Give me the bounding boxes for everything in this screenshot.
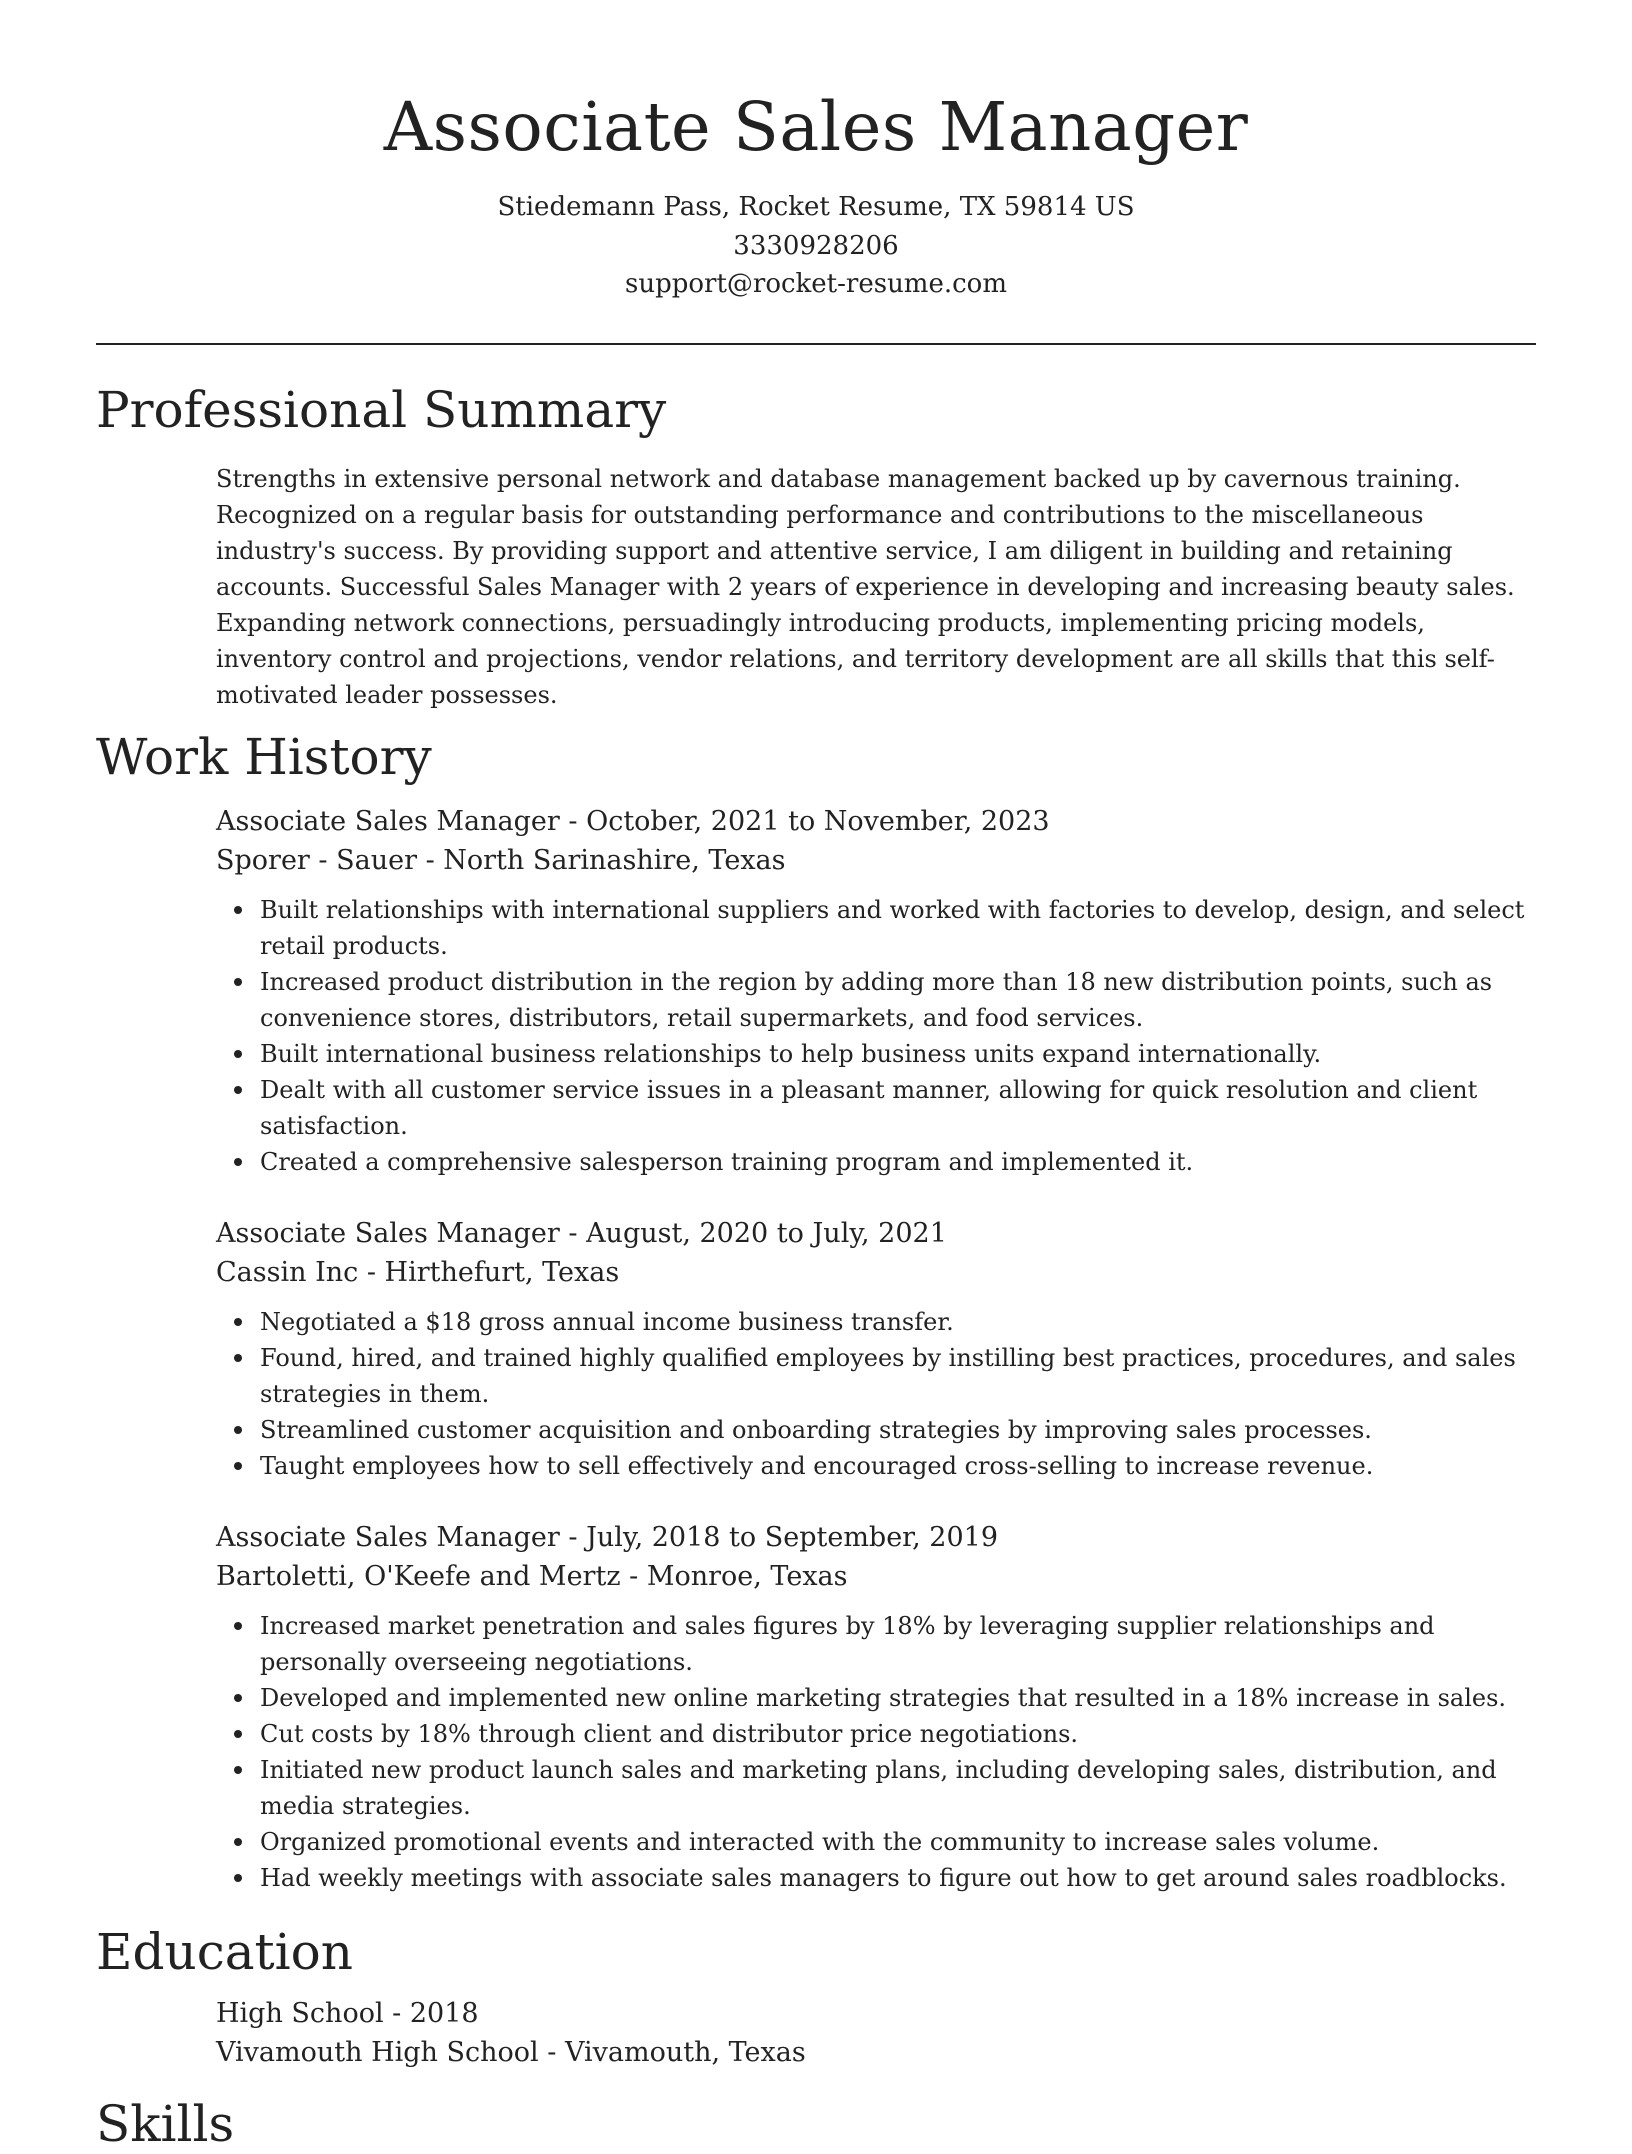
list-item: Dealt with all customer service issues in a pleasant manner, allowing for quick resolution and client satisfaction. [260, 1072, 1536, 1144]
list-item: Negotiated a $18 gross annual income business transfer. [260, 1304, 1536, 1340]
job-bullets [216, 1304, 1536, 1484]
job-bullets [216, 1608, 1536, 1896]
candidate-name: Associate Sales Manager [383, 88, 1249, 166]
list-item: Had weekly meetings with associate sales managers to figure out how to get around sales roadblocks. [260, 1860, 1536, 1896]
header-divider [96, 343, 1536, 345]
job-company: Sporer - Sauer - North Sarinashire, Texas [216, 844, 786, 876]
section-title-work-history: Work History [96, 727, 432, 786]
list-item: Increased market penetration and sales figures by 18% by leveraging supplier relationships and personally overseeing negotiations. [260, 1608, 1536, 1680]
contact-info [96, 188, 1536, 304]
section-title-skills: Skills [96, 2094, 235, 2153]
list-item: Built international business relationships to help business units expand internationally. [260, 1036, 1536, 1072]
list-item: Organized promotional events and interacted with the community to increase sales volume. [260, 1824, 1536, 1860]
list-item: Increased product distribution in the region by adding more than 18 new distribution points, such as convenience stores, distributors, retail supermarkets, and food services. [260, 964, 1536, 1036]
job-company: Bartoletti, O'Keefe and Mertz - Monroe, Texas [216, 1560, 848, 1592]
list-item: Built relationships with international suppliers and worked with factories to develop, design, and select retail products. [260, 892, 1536, 964]
job-bullets [216, 892, 1536, 1180]
education-entry [216, 1994, 1536, 2072]
job-entry [216, 1214, 1536, 1484]
address: Stiedemann Pass, Rocket Resume, TX 59814 US [497, 192, 1135, 222]
list-item: Developed and implemented new online marketing strategies that resulted in a 18% increase in sales. [260, 1680, 1536, 1716]
list-item: Initiated new product launch sales and marketing plans, including developing sales, distribution, and media strategies. [260, 1752, 1536, 1824]
list-item: Cut costs by 18% through client and distributor price negotiations. [260, 1716, 1536, 1752]
job-heading: Associate Sales Manager - July, 2018 to September, 2019 [216, 1521, 998, 1553]
education-degree: High School - 2018 [216, 1997, 479, 2029]
job-entry [216, 802, 1536, 1180]
summary-text: Strengths in extensive personal network and database management backed up by cavernous training. Recognized on a regular basis for outstanding performance and contributions to the miscellaneous industry's success. By providing support and attentive service, I am diligent in building and retaining accounts. Successful Sales Manager with 2 years of experience in developing and increasing beauty sales. Expanding network connections, persuadingly introducing products, implementing pricing models, inventory control and projections, vendor relations, and territory development are all skills that this self-motivated leader possesses. [216, 464, 1515, 709]
phone: 3330928206 [733, 230, 899, 261]
education-school: Vivamouth High School - Vivamouth, Texas [216, 2036, 806, 2068]
resume-header [96, 0, 1536, 304]
email: support@rocket-resume.com [624, 269, 1007, 299]
section-title-education: Education [96, 1922, 353, 1981]
section-title-summary: Professional Summary [96, 380, 667, 439]
list-item: Streamlined customer acquisition and onboarding strategies by improving sales processes. [260, 1412, 1536, 1448]
job-company: Cassin Inc - Hirthefurt, Texas [216, 1256, 620, 1288]
job-heading: Associate Sales Manager - August, 2020 to July, 2021 [216, 1217, 947, 1249]
resume-page [96, 0, 1536, 2154]
list-item: Created a comprehensive salesperson training program and implemented it. [260, 1144, 1536, 1180]
job-entry [216, 1518, 1536, 1896]
job-heading: Associate Sales Manager - October, 2021 to November, 2023 [216, 805, 1050, 837]
list-item: Taught employees how to sell effectively and encouraged cross-selling to increase revenue. [260, 1448, 1536, 1484]
list-item: Found, hired, and trained highly qualified employees by instilling best practices, procedures, and sales strategies in them. [260, 1340, 1536, 1412]
